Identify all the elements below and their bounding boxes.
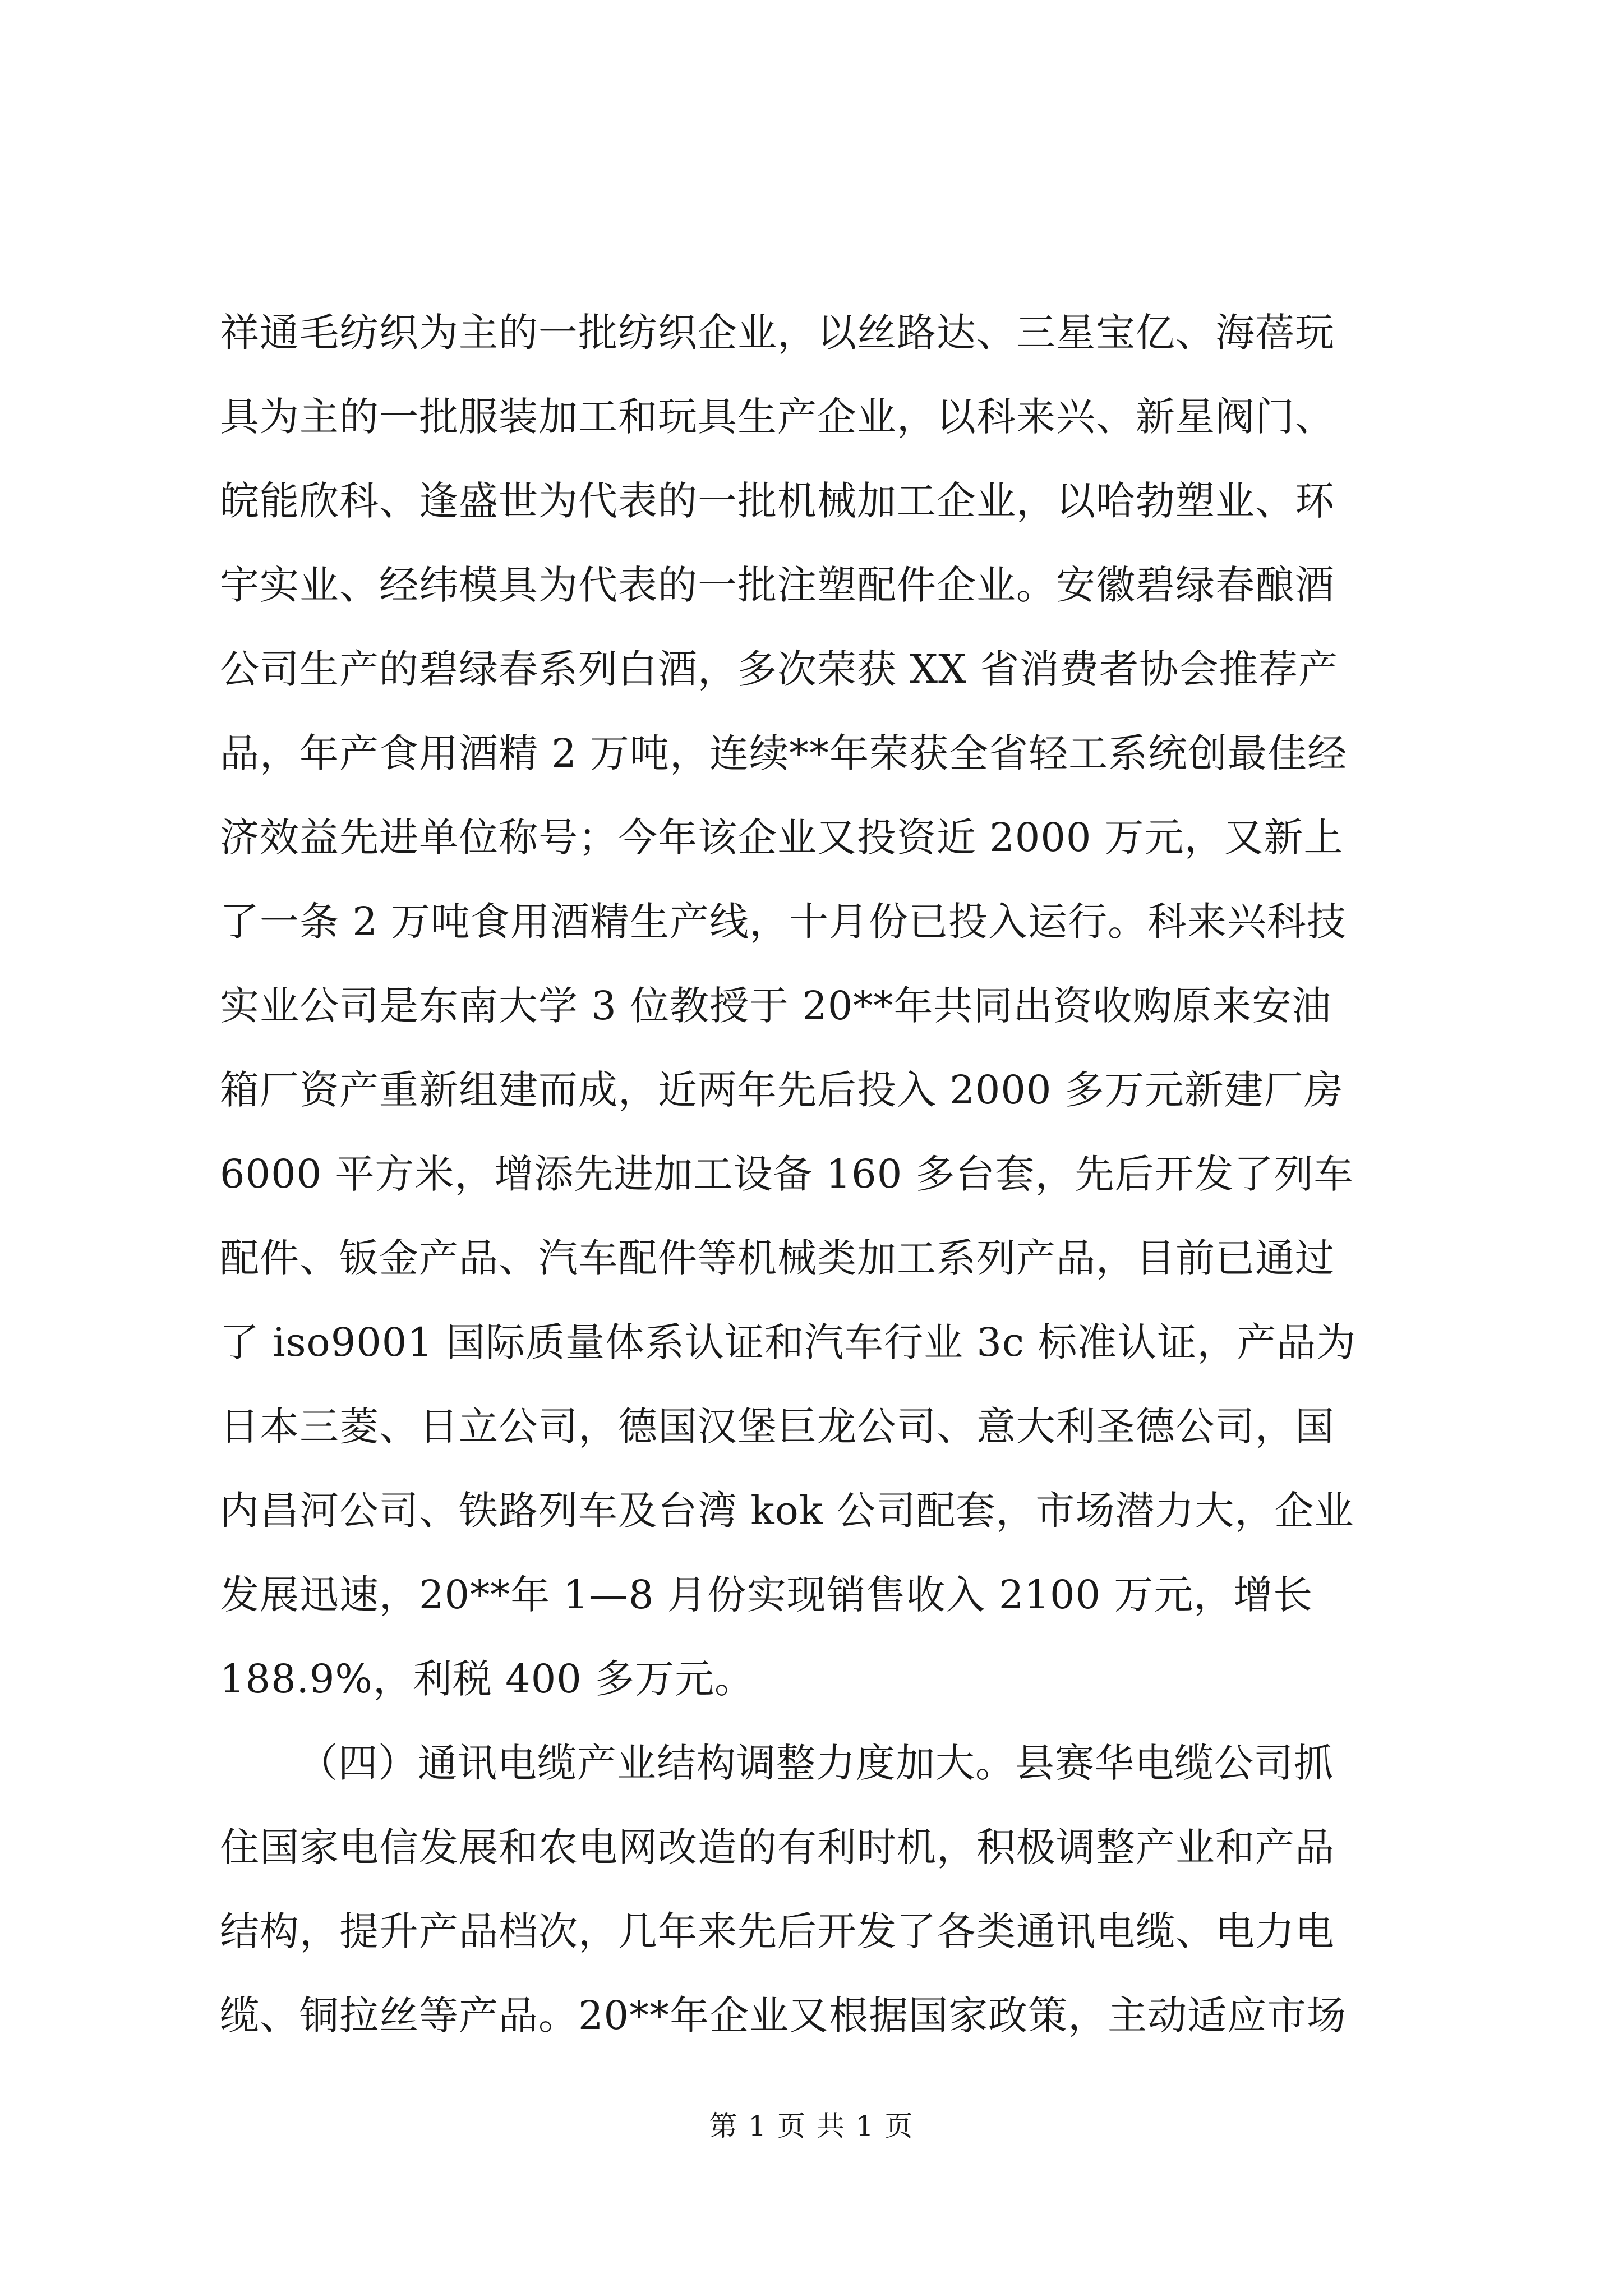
- text-line: 品，年产食用酒精 2 万吨，连续**年荣获全省轻工系统创最佳经: [220, 730, 1348, 776]
- section-heading-line: （四）通讯电缆产业结构调整力度加大。县赛华电缆公司抓: [298, 1740, 1334, 1786]
- text-line: 宇实业、经纬模具为代表的一批注塑配件企业。安徽碧绿春酿酒: [220, 562, 1335, 608]
- document-body: [220, 291, 1410, 2058]
- text-line: 缆、铜拉丝等产品。20**年企业又根据国家政策，主动适应市场: [220, 1993, 1347, 2039]
- text-line: 结构，提升产品档次，几年来先后开发了各类通讯电缆、电力电: [220, 1908, 1335, 1954]
- text-line: 住国家电信发展和农电网改造的有利时机，积极调整产业和产品: [220, 1824, 1335, 1870]
- text-line: 皖能欣科、逢盛世为代表的一批机械加工企业，以哈勃塑业、环: [220, 478, 1335, 524]
- text-line: 日本三菱、日立公司，德国汉堡巨龙公司、意大利圣德公司，国: [220, 1404, 1335, 1450]
- text-line: 济效益先进单位称号；今年该企业又投资近 2000 万元，又新上: [220, 815, 1344, 861]
- text-line: 公司生产的碧绿春系列白酒，多次荣获 XX 省消费者协会推荐产: [220, 646, 1339, 692]
- text-line: 内昌河公司、铁路列车及台湾 kok 公司配套，市场潜力大，企业: [220, 1488, 1354, 1534]
- text-line: 实业公司是东南大学 3 位教授于 20**年共同出资收购原来安油: [220, 983, 1332, 1029]
- text-line: 具为主的一批服装加工和玩具生产企业，以科来兴、新星阀门、: [220, 394, 1335, 440]
- text-line: 6000 平方米，增添先进加工设备 160 多台套，先后开发了列车: [220, 1151, 1354, 1197]
- text-line: 发展迅速，20**年 1—8 月份实现销售收入 2100 万元，增长: [220, 1572, 1313, 1618]
- text-line: 了一条 2 万吨食用酒精生产线，十月份已投入运行。科来兴科技: [220, 899, 1347, 945]
- text-line: 祥通毛纺织为主的一批纺织企业，以丝路达、三星宝亿、海蓓玩: [220, 310, 1335, 356]
- text-line: 配件、钣金产品、汽车配件等机械类加工系列产品，目前已通过: [220, 1235, 1335, 1281]
- text-line: 188.9%，利税 400 多万元。: [220, 1656, 755, 1702]
- page-number-footer: 第 1 页 共 1 页: [709, 2110, 914, 2142]
- text-line: 了 iso9001 国际质量体系认证和汽车行业 3c 标准认证，产品为: [220, 1319, 1357, 1365]
- text-line: 箱厂资产重新组建而成，近两年先后投入 2000 多万元新建厂房: [220, 1067, 1344, 1113]
